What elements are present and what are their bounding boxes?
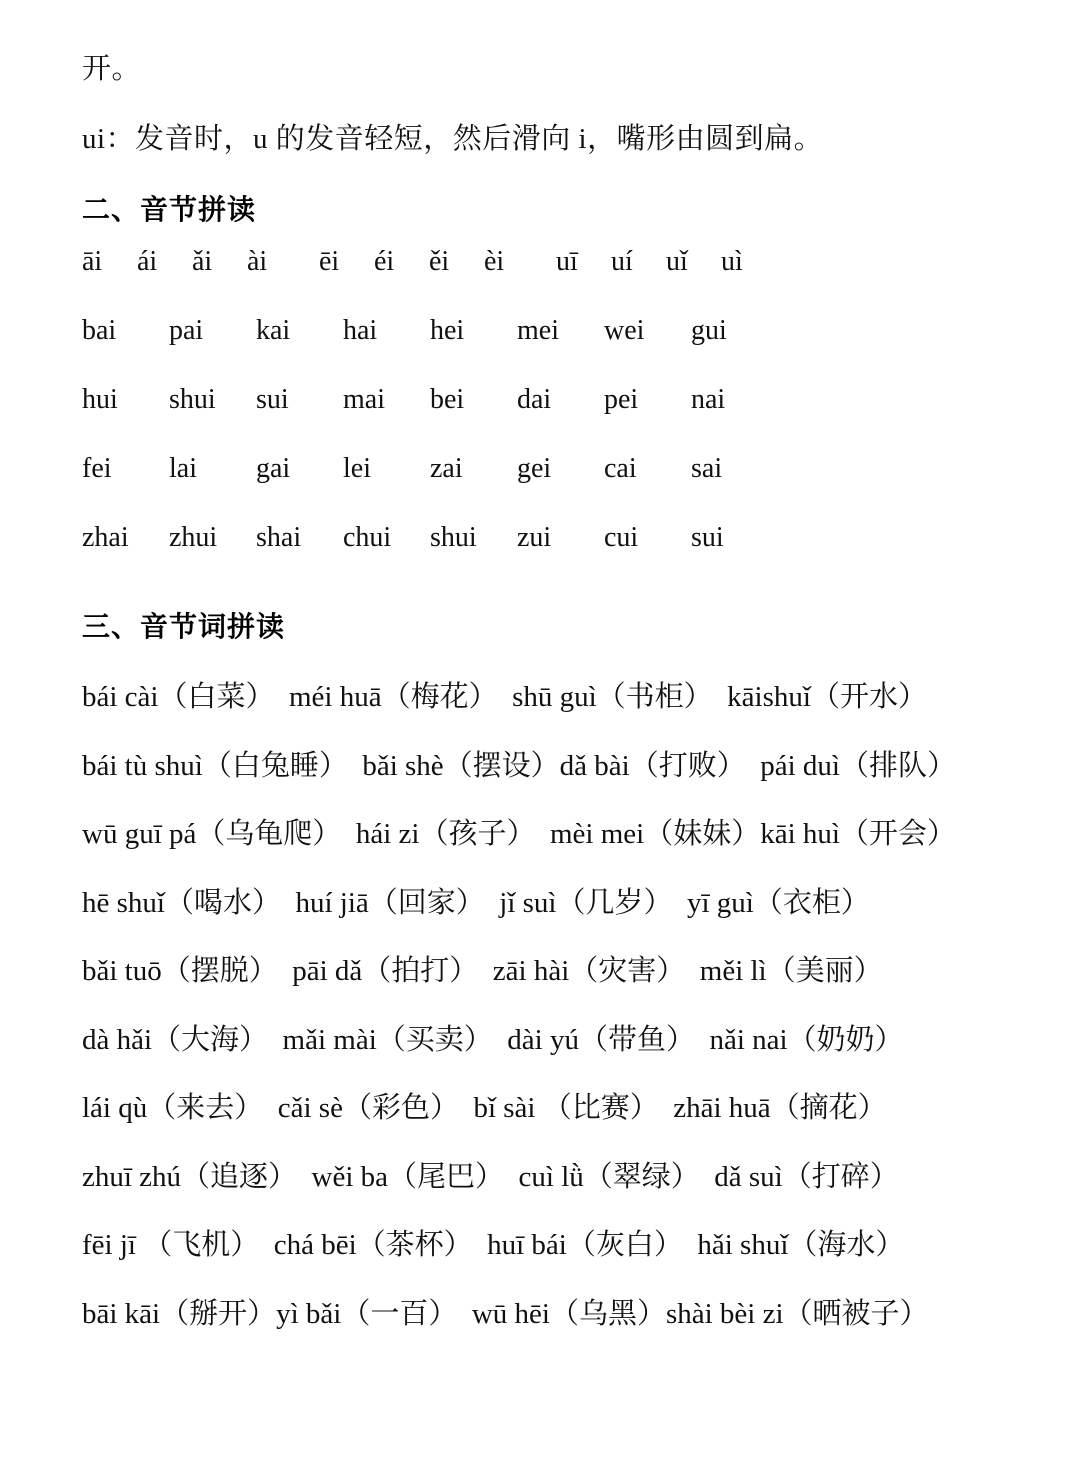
syllable: lai <box>169 453 197 484</box>
continuation-line: 开。 <box>82 53 142 85</box>
syllable: gei <box>517 453 552 484</box>
syllable: zhui <box>169 522 218 553</box>
syllable: lei <box>343 453 371 484</box>
syllable-row <box>82 384 1022 453</box>
syllable: mai <box>343 384 385 415</box>
syllable: dai <box>517 384 552 415</box>
syllable: cai <box>604 453 637 484</box>
syllable: ǎi <box>192 246 213 277</box>
syllable: uǐ <box>666 246 688 277</box>
syllable: shui <box>169 384 216 415</box>
syllable: éi <box>374 246 395 277</box>
syllable: ài <box>247 246 268 277</box>
syllable: zai <box>430 453 463 484</box>
syllable: èi <box>484 246 505 277</box>
syllable: ěi <box>429 246 450 277</box>
syllable-row <box>82 315 1022 384</box>
syllable: bei <box>430 384 465 415</box>
syllable: zui <box>517 522 552 553</box>
syllable: shai <box>256 522 302 553</box>
syllable: gui <box>691 315 727 346</box>
syllable: wei <box>604 315 645 346</box>
syllable: sai <box>691 453 723 484</box>
vocabulary-line: wū guī pá（乌龟爬） hái zi（孩子） mèi mei（妹妹）kāi huì（开会） <box>82 818 956 850</box>
syllable: bai <box>82 315 117 346</box>
vocabulary-line: zhuī zhú（追逐） wěi ba（尾巴） cuì lǜ（翠绿） dǎ suì（打碎） <box>82 1160 899 1193</box>
vocabulary-line: dà hǎi（大海） mǎi mài（买卖） dài yú（带鱼） nǎi nai（奶奶） <box>82 1023 904 1056</box>
vocabulary-line: bāi kāi（掰开）yì bǎi（一百） wū hēi（乌黑）shài bèi zi（晒被子） <box>82 1297 929 1330</box>
section-heading-three: 三、音节词拼读 <box>82 611 286 642</box>
vocabulary-line: hē shuǐ（喝水） huí jiā（回家） jǐ suì（几岁） yī guì（衣柜） <box>82 886 870 919</box>
syllable: hui <box>82 384 118 415</box>
section-heading-two: 二、音节拼读 <box>82 194 257 225</box>
vocabulary-line: bái tù shuì（白兔睡） bǎi shè（摆设）dǎ bài（打败） pái duì（排队） <box>82 749 956 782</box>
tone-syllable-row <box>82 246 1022 315</box>
vocabulary-line: lái qù（来去） cǎi sè（彩色） bǐ sài （比赛） zhāi huā（摘花） <box>82 1092 887 1124</box>
syllable: hei <box>430 315 465 346</box>
syllable: hai <box>343 315 378 346</box>
page-content <box>82 34 1022 1348</box>
syllable: sui <box>691 522 724 553</box>
pronunciation-rule-ui: ui：发音时，u 的发音轻短，然后滑向 i，嘴形由圆到扁。 <box>82 123 824 155</box>
syllable: fei <box>82 453 112 484</box>
syllable: zhai <box>82 522 129 553</box>
syllable: pai <box>169 315 204 346</box>
syllable: shui <box>430 522 477 553</box>
syllable: sui <box>256 384 289 415</box>
syllable: uí <box>611 246 633 277</box>
vocabulary-line: fēi jī （飞机） chá bēi（茶杯） huī bái（灰白） hǎi shuǐ（海水） <box>82 1229 905 1261</box>
syllable: gai <box>256 453 291 484</box>
syllable: āi <box>82 246 103 277</box>
syllable: uì <box>721 246 743 277</box>
vocabulary-line: bǎi tuō（摆脱） pāi dǎ（拍打） zāi hài（灾害） měi lì（美丽） <box>82 955 883 987</box>
syllable-row <box>82 453 1022 522</box>
syllable: kai <box>256 315 291 346</box>
vocabulary-line: bái cài（白菜） méi huā（梅花） shū guì（书柜） kāishuǐ（开水） <box>82 681 927 713</box>
syllable-row <box>82 522 1022 591</box>
syllable: ēi <box>319 246 340 277</box>
syllable: mei <box>517 315 559 346</box>
syllable: uī <box>556 246 578 277</box>
syllable: nai <box>691 384 726 415</box>
syllable: chui <box>343 522 392 553</box>
syllable: pei <box>604 384 639 415</box>
syllable: ái <box>137 246 158 277</box>
syllable: cui <box>604 522 639 553</box>
